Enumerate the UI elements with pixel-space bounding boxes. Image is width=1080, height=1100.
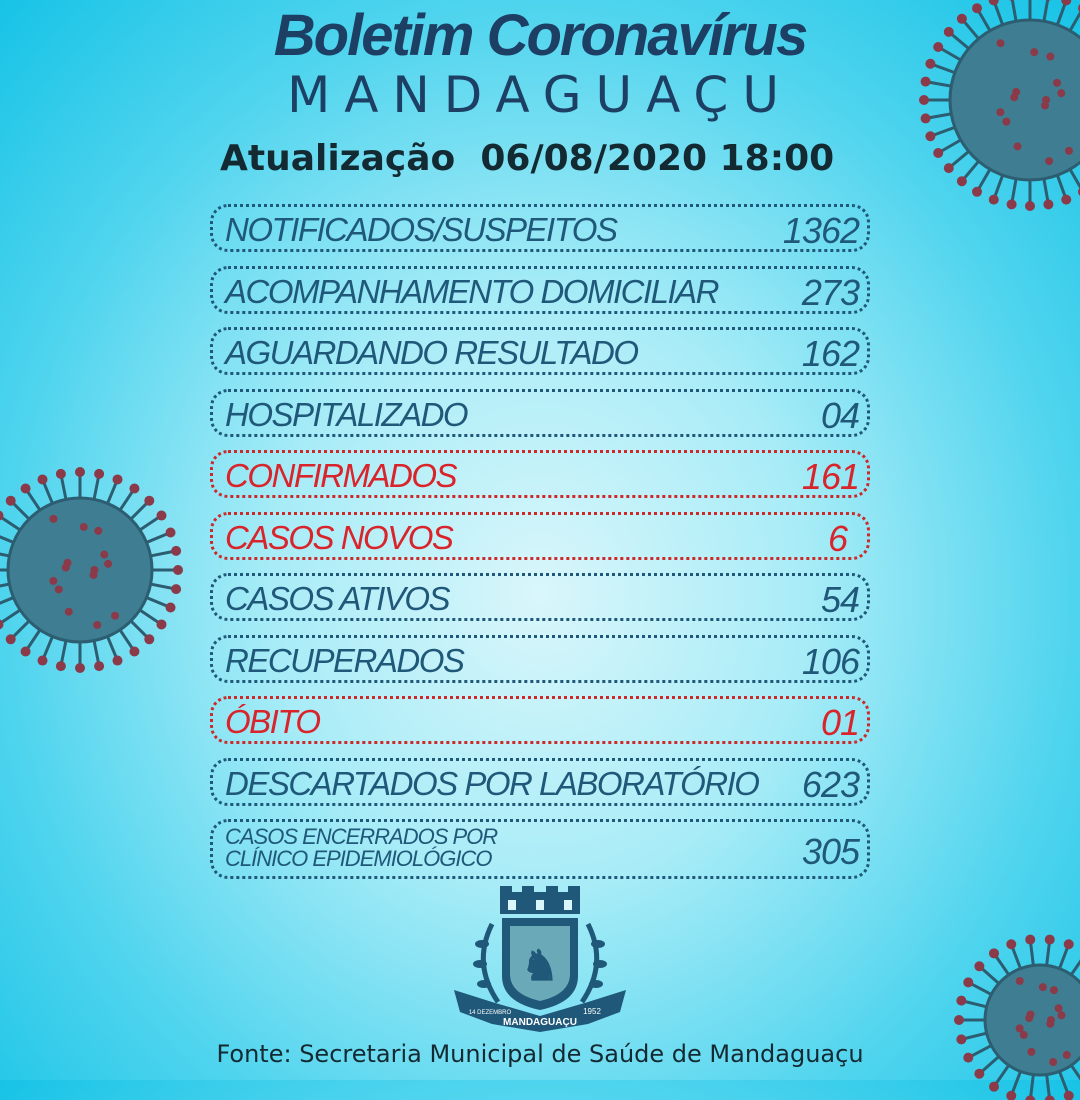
bulletin-title: Boletim Coronavírus (273, 3, 807, 68)
update-label: Atualização (220, 138, 456, 179)
update-datetime: 06/08/2020 18:00 (480, 138, 835, 179)
stat-label: RECUPERADOS (225, 641, 464, 679)
stat-label: CASOS ATIVOS (225, 580, 450, 617)
stat-label: ÓBITO (225, 703, 320, 740)
stat-label: HOSPITALIZADO (225, 395, 468, 433)
stat-row-obito (210, 696, 870, 744)
stat-row-confirmados (210, 450, 870, 498)
crest-date-text: 14 DEZEMBRO (468, 1010, 512, 1016)
stat-value: 106 (801, 640, 859, 682)
stat-value: 54 (820, 579, 859, 620)
stats-list (210, 204, 870, 893)
city-name: MANDAGUAÇU (287, 66, 793, 124)
stat-value: 1362 (782, 210, 859, 251)
source-footer: Fonte: Secretaria Municipal de Saúde de Mandaguaçu (216, 1040, 864, 1068)
stat-row-recuperados (210, 635, 870, 683)
update-line (220, 138, 920, 179)
coronavirus-icon (0, 440, 200, 700)
stat-value: 6 (827, 517, 847, 559)
stat-row-descartados (210, 758, 870, 806)
stat-label: CASOS ENCERRADOS POR CLÍNICO EPIDEMIOLÓGICO (225, 824, 498, 871)
stat-row-notificados (210, 204, 870, 252)
stat-row-aguardando (210, 327, 870, 375)
stat-value: 161 (801, 456, 859, 497)
stat-value: 273 (801, 271, 859, 313)
stat-value: 162 (801, 333, 859, 374)
svg-text:♞: ♞ (521, 941, 559, 990)
coronavirus-icon (940, 920, 1080, 1100)
stat-value: 305 (801, 831, 859, 872)
stat-row-hospitalizado (210, 389, 870, 437)
stat-label: CASOS NOVOS (225, 518, 453, 556)
stat-row-casos-novos (210, 512, 870, 560)
stat-row-acompanhamento (210, 266, 870, 314)
stat-value: 04 (820, 394, 859, 436)
stat-label: CONFIRMADOS (225, 457, 456, 494)
stat-value: 01 (820, 702, 859, 743)
crest-banner-text: MANDAGUAÇU (503, 1017, 577, 1028)
stat-value: 623 (801, 763, 859, 805)
stat-label: AGUARDANDO RESULTADO (225, 334, 638, 371)
stat-label: DESCARTADOS POR LABORATÓRIO (225, 764, 759, 802)
municipal-crest-icon (452, 884, 628, 1034)
stat-row-encerrados (210, 819, 870, 879)
crest-year-text: 1952 (583, 1007, 601, 1016)
stat-label: NOTIFICADOS/SUSPEITOS (225, 211, 617, 248)
stat-label: ACOMPANHAMENTO DOMICILIAR (225, 272, 718, 310)
stat-row-casos-ativos (210, 573, 870, 621)
